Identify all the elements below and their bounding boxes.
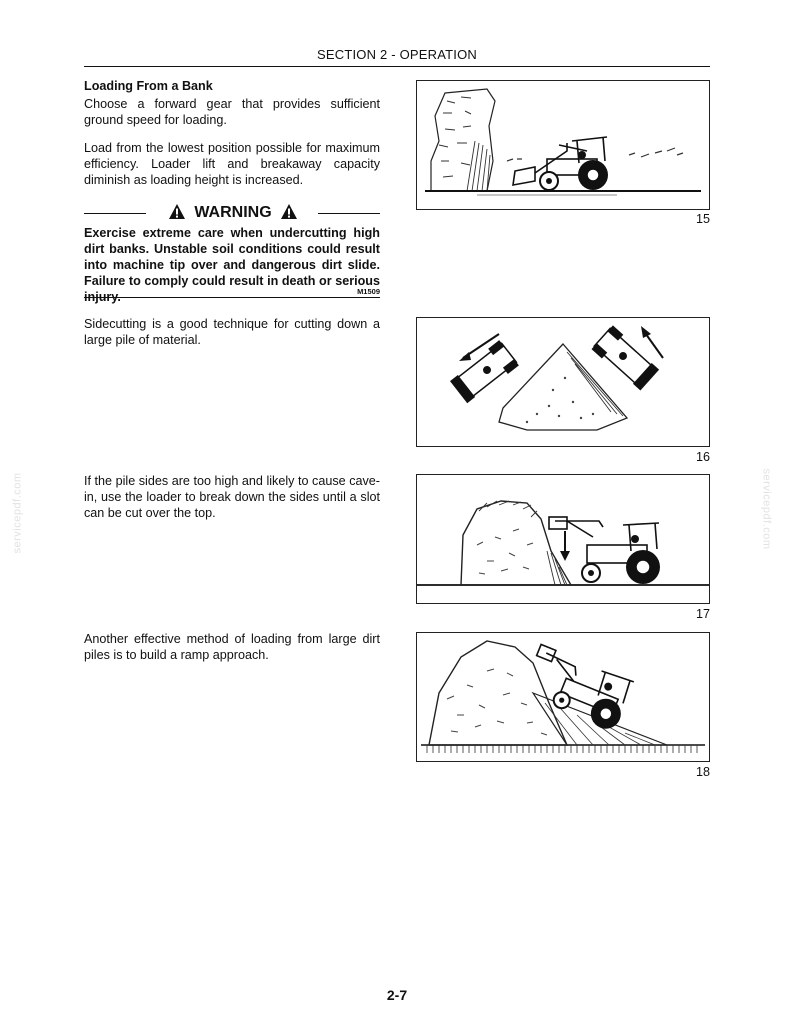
figure-17-illustration bbox=[417, 475, 709, 603]
figure-16 bbox=[416, 317, 710, 447]
warning-heading bbox=[84, 202, 380, 224]
warning-divider bbox=[84, 297, 380, 298]
figure-17 bbox=[416, 474, 710, 604]
figure-16-illustration bbox=[417, 318, 709, 446]
figure-18 bbox=[416, 632, 710, 762]
warning-text: Exercise extreme care when undercutting high dirt banks. Unstable soil conditions could result into machine tip over and dangerous dirt slide. Failure to comply could result in death or serious injury. bbox=[84, 226, 380, 304]
paragraph-cave-in: If the pile sides are too high and likely to cause cave-in, use the loader to break down the sides until a slot can be cut over the top. bbox=[84, 474, 380, 520]
paragraph-ramp-approach: Another effective method of loading from large dirt piles is to build a ramp approach. bbox=[84, 632, 380, 662]
warning-label: WARNING bbox=[194, 204, 272, 221]
warning-code: M1509 bbox=[357, 287, 380, 296]
figure-15-number: 15 bbox=[695, 212, 710, 226]
paragraph-sidecutting: Sidecutting is a good technique for cutting down a large pile of material. bbox=[84, 317, 380, 347]
figure-16-number: 16 bbox=[695, 450, 710, 464]
figure-18-illustration bbox=[417, 633, 709, 761]
paragraph-lowest-position: Load from the lowest position possible for maximum efficiency. Loader lift and breakaway capacity diminish as loading height is increased. bbox=[84, 141, 380, 187]
header-divider bbox=[84, 66, 710, 67]
warning-triangle-icon bbox=[168, 203, 186, 220]
warning-triangle-icon bbox=[280, 203, 298, 220]
heading-loading-from-bank: Loading From a Bank bbox=[84, 79, 213, 93]
section-header: SECTION 2 - OPERATION bbox=[317, 47, 477, 62]
figure-18-number: 18 bbox=[695, 765, 710, 779]
watermark-left: servicepdf.com bbox=[11, 472, 24, 554]
figure-15 bbox=[416, 80, 710, 210]
figure-17-number: 17 bbox=[695, 607, 710, 621]
figure-15-illustration bbox=[417, 81, 709, 209]
page-number: 2-7 bbox=[386, 987, 408, 1003]
warning-rule-right bbox=[318, 213, 380, 214]
warning-rule-left bbox=[84, 213, 146, 214]
paragraph-forward-gear: Choose a forward gear that provides sufficient ground speed for loading. bbox=[84, 97, 380, 127]
warning-title bbox=[154, 202, 312, 224]
watermark-right: servicepdf.com bbox=[760, 468, 773, 550]
